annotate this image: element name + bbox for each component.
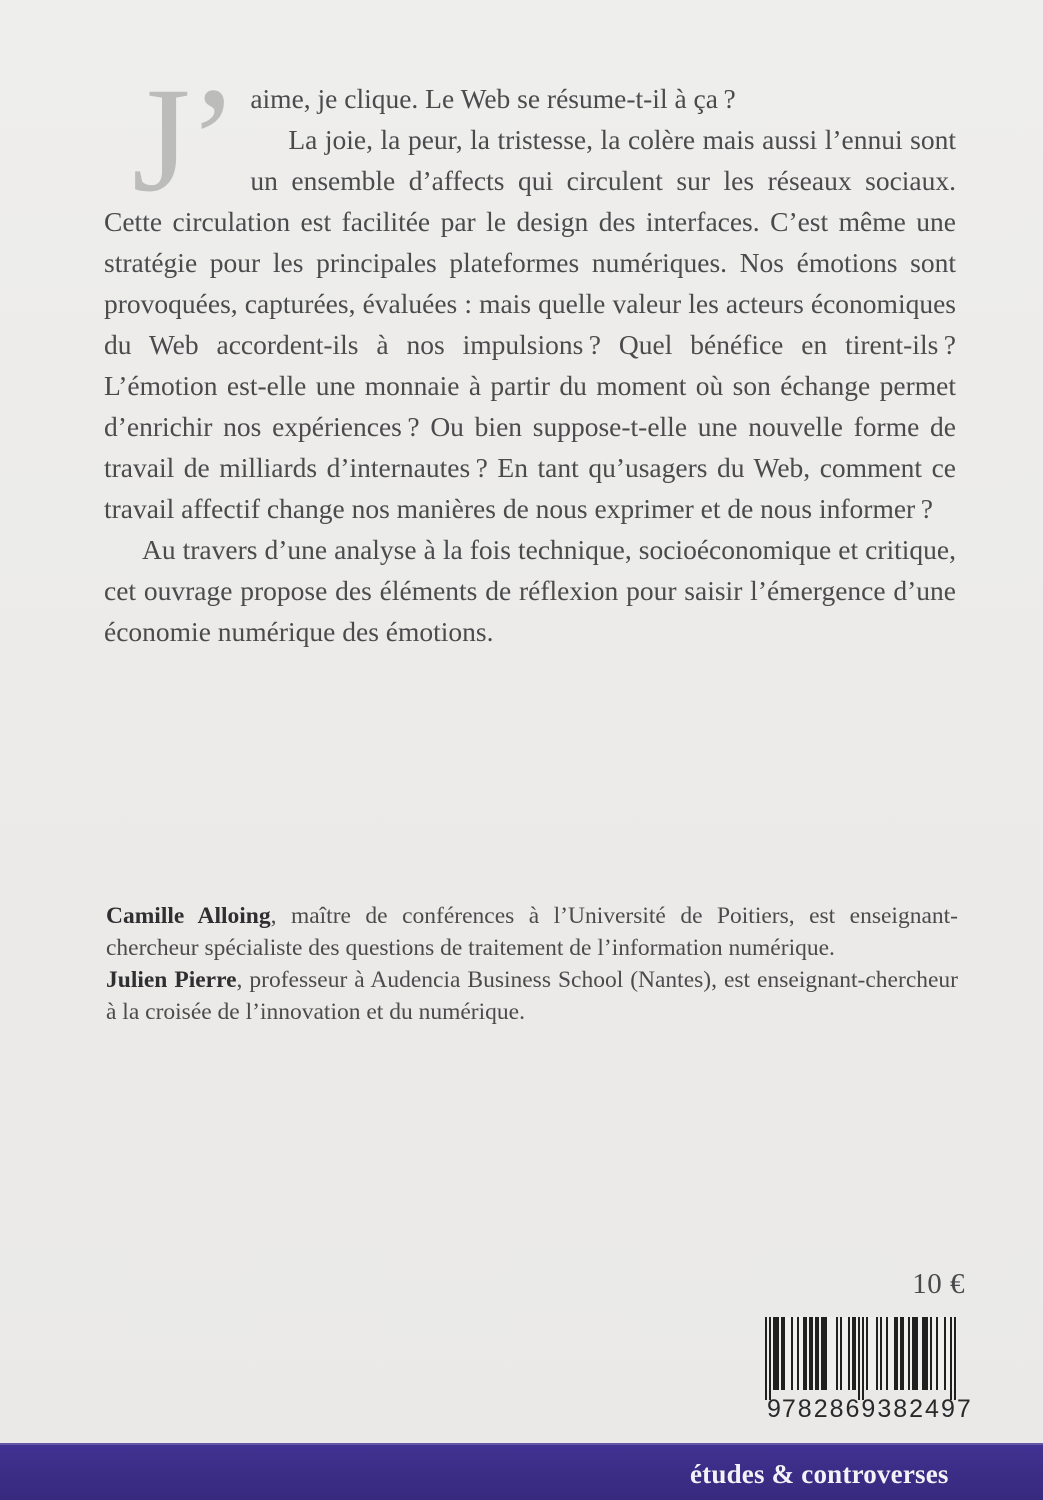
barcode-digits-left: 782869 <box>781 1395 878 1423</box>
blurb-text <box>104 57 956 652</box>
drop-cap <box>132 57 237 223</box>
blurb-paragraph-3: Au travers d’une analyse à la fois technique, socioéconomique et critique, cet ouvrage propose des éléments de réflexion pour saisir l’émergence d’une économie numérique des émotions. <box>104 534 956 647</box>
author-description-2: , professeur à Audencia Business School (Nantes), est enseignant-chercheur à la croisée de l’innovation et du numérique. <box>106 967 959 1025</box>
author-name-1: Camille Alloing <box>106 903 271 929</box>
blurb-paragraph-2: La joie, la peur, la tristesse, la colère mais aussi l’ennui sont un ensemble d’affects qui circulent sur les réseaux sociaux. Cette circulation est facilitée par le design des interfaces. C’est même une stratégie pour les principales plateformes numériques. Nos émotions sont provoquées, capturées, évaluées : mais quelle valeur les acteurs économiques du Web accordent-ils à nos impulsions ? Quel bénéfice en tirent-ils ? L’émotion est-elle une monnaie à partir du moment où son échange permet d’enrichir nos expériences ? Ou bien suppose-t-elle une nouvelle forme de travail de milliards d’internautes ? En tant qu’usagers du Web, comment ce travail affectif change nos manières de nous exprimer et de nous informer ? <box>104 124 956 524</box>
barcode <box>765 1317 973 1423</box>
collection-label: études & controverses <box>690 1459 949 1489</box>
barcode-bars <box>765 1317 957 1390</box>
drop-cap-apostrophe: ’ <box>188 57 237 223</box>
barcode-digits <box>765 1395 973 1424</box>
author-description-1: , maître de conférences à l’Université de Poitiers, est enseignant-chercheur spécialiste des questions de traitement de l’information numérique. <box>106 903 958 961</box>
barcode-digits-right: 382497 <box>877 1395 973 1423</box>
collection-band <box>0 1443 1043 1500</box>
author-bios <box>106 900 958 1028</box>
blurb-paragraph-1: aime, je clique. Le Web se résume-t-il à ça ? <box>250 83 736 114</box>
author-bio-2 <box>106 964 958 1028</box>
author-name-2: Julien Pierre <box>106 967 237 993</box>
barcode-digit-lead: 9 <box>767 1395 782 1423</box>
drop-cap-letter: J <box>132 57 189 223</box>
price-label: 10 € <box>912 1268 965 1300</box>
author-bio-1 <box>106 900 958 964</box>
